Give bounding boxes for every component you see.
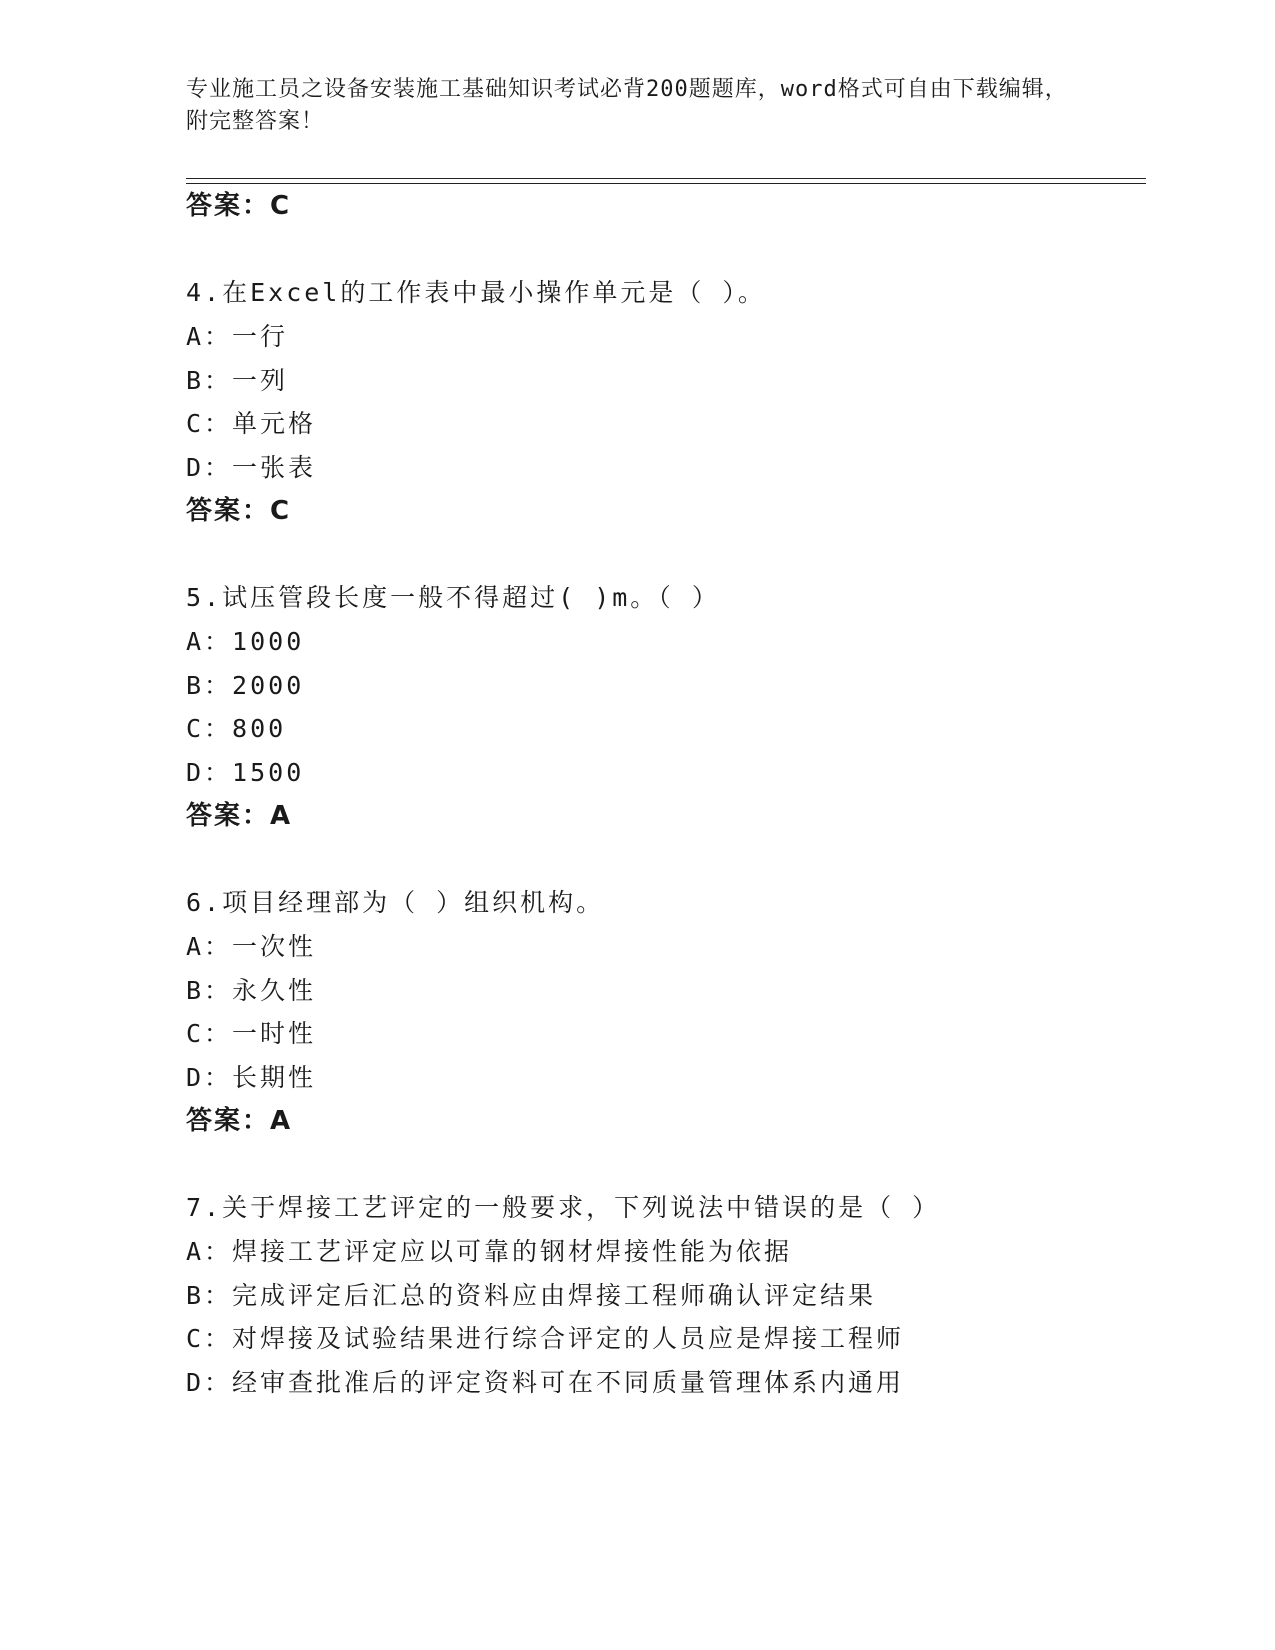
answer-q4: 答案：C [186, 496, 292, 526]
question-5-option-c: C：800 [186, 714, 287, 743]
question-stem-7: 7.关于焊接工艺评定的一般要求，下列说法中错误的是（ ） [186, 1193, 941, 1222]
question-6-option-d: D：长期性 [186, 1063, 317, 1092]
header-divider-bottom [186, 183, 1146, 184]
question-stem-6: 6.项目经理部为（ ）组织机构。 [186, 888, 605, 917]
question-6-option-a: A：一次性 [186, 932, 317, 961]
answer-q5: 答案：A [186, 801, 293, 831]
question-5-option-d: D：1500 [186, 758, 305, 787]
question-6-option-c: C：一时性 [186, 1019, 317, 1048]
header-divider-top [186, 178, 1146, 179]
document-header: 专业施工员之设备安装施工基础知识考试必背200题题库，word格式可自由下载编辑，附完整答案！ [186, 77, 1068, 134]
question-stem-4: 4.在Excel的工作表中最小操作单元是（ ）。 [186, 278, 766, 307]
question-7-option-b: B：完成评定后汇总的资料应由焊接工程师确认评定结果 [186, 1281, 877, 1310]
answer-q3: 答案：C [186, 191, 292, 221]
question-7-option-d: D：经审查批准后的评定资料可在不同质量管理体系内通用 [186, 1368, 905, 1397]
answer-q6: 答案：A [186, 1106, 293, 1136]
question-7-option-c: C：对焊接及试验结果进行综合评定的人员应是焊接工程师 [186, 1324, 905, 1353]
question-4-option-a: A：一行 [186, 322, 289, 351]
question-stem-5: 5.试压管段长度一般不得超过( )m。（ ） [186, 583, 720, 612]
question-4-option-d: D：一张表 [186, 453, 317, 482]
question-5-option-a: A：1000 [186, 627, 305, 656]
question-5-option-b: B：2000 [186, 671, 305, 700]
question-7-option-a: A：焊接工艺评定应以可靠的钢材焊接性能为依据 [186, 1237, 793, 1266]
question-4-option-c: C：单元格 [186, 409, 317, 438]
question-4-option-b: B：一列 [186, 366, 289, 395]
question-6-option-b: B：永久性 [186, 976, 317, 1005]
